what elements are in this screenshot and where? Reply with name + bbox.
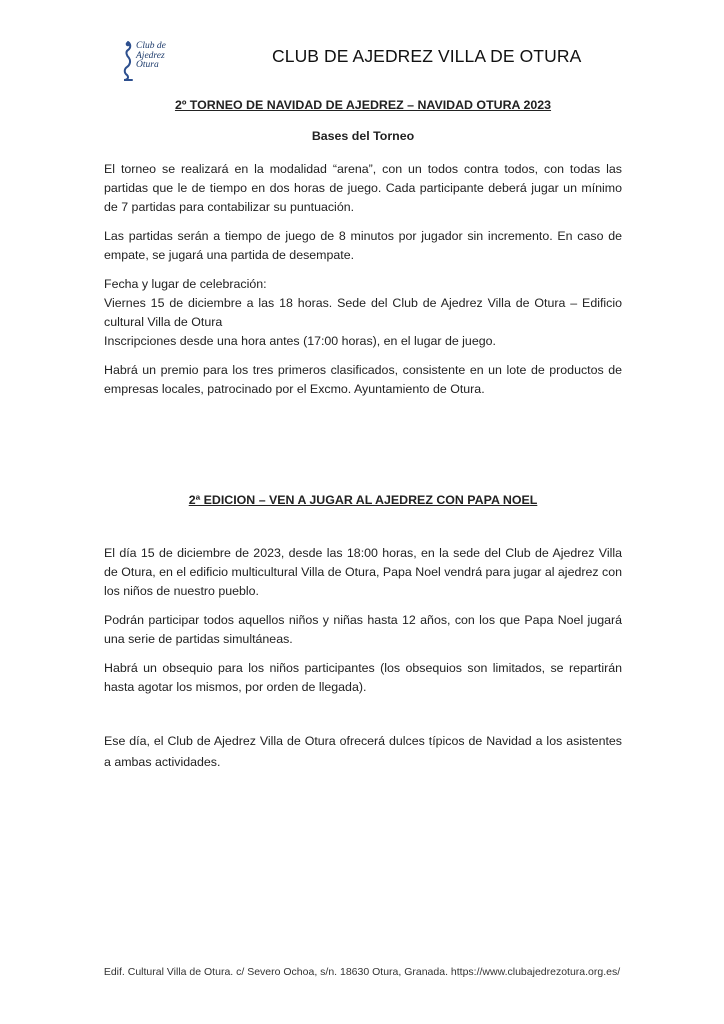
santa-event-heading: 2ª EDICION – VEN A JUGAR AL AJEDREZ CON PAPA NOEL [188, 493, 538, 507]
santa-paragraph-2: Podrán participar todos aquellos niños y niñas hasta 12 años, con los que Papa Noel jugará una serie de partidas simultáneas. [104, 613, 622, 646]
santa-paragraph-1: El día 15 de diciembre de 2023, desde las 18:00 horas, en la sede del Club de Ajedrez Villa de Otura, en el edificio multicultural Villa de Otura, Papa Noel vendrá para jugar al ajedrez con los niños de nuestro pueblo. [104, 546, 622, 598]
registration-info: Inscripciones desde una hora antes (17:00 horas), en el lugar de juego. [104, 334, 496, 348]
prize-paragraph: Habrá un premio para los tres primeros clasificados, consistente en un lote de productos de empresas locales, patrocinado por el Excmo. Ayuntamiento de Otura. [104, 363, 622, 396]
rules-paragraph-2: Las partidas serán a tiempo de juego de 8 minutos por jugador sin incremento. En caso de empate, se jugará una partida de desempate. [104, 229, 622, 262]
logo-line-2: Ajedrez [136, 50, 165, 61]
club-logo [118, 40, 176, 84]
logo-text [136, 42, 180, 71]
date-place-details: Viernes 15 de diciembre a las 18 horas. Sede del Club de Ajedrez Villa de Otura – Edificio cultural Villa de Otura [104, 296, 622, 329]
tournament-heading: 2º TORNEO DE NAVIDAD DE AJEDREZ – NAVIDAD OTURA 2023 [174, 98, 552, 112]
date-place-label: Fecha y lugar de celebración: [104, 277, 267, 291]
rules-paragraph-1: El torneo se realizará en la modalidad “arena”, con un todos contra todos, con todas las partidas que le de tiempo en dos horas de juego. Cada participante deberá jugar un mínimo de 7 partidas para contabilizar su puntuación. [104, 162, 622, 214]
santa-paragraph-3: Habrá un obsequio para los niños participantes (los obsequios son limitados, se repartirán hasta agotar los mismos, por orden de llegada). [104, 661, 622, 694]
logo-line-3: Otura [136, 60, 159, 70]
chess-piece-icon [118, 40, 138, 82]
main-content [104, 96, 622, 773]
page-title: CLUB DE AJEDREZ VILLA DE OTURA [272, 46, 582, 66]
rules-subheading: Bases del Torneo [311, 129, 415, 143]
footer-address: Edif. Cultural Villa de Otura. c/ Severo Ochoa, s/n. 18630 Otura, Granada. https://www.clubajedrezotura.org.es/ [103, 966, 621, 978]
date-place-block [104, 275, 622, 351]
sweets-paragraph: Ese día, el Club de Ajedrez Villa de Otura ofrecerá dulces típicos de Navidad a los asistentes a ambas actividades. [104, 734, 622, 769]
logo-line-1: Club de [136, 41, 166, 51]
